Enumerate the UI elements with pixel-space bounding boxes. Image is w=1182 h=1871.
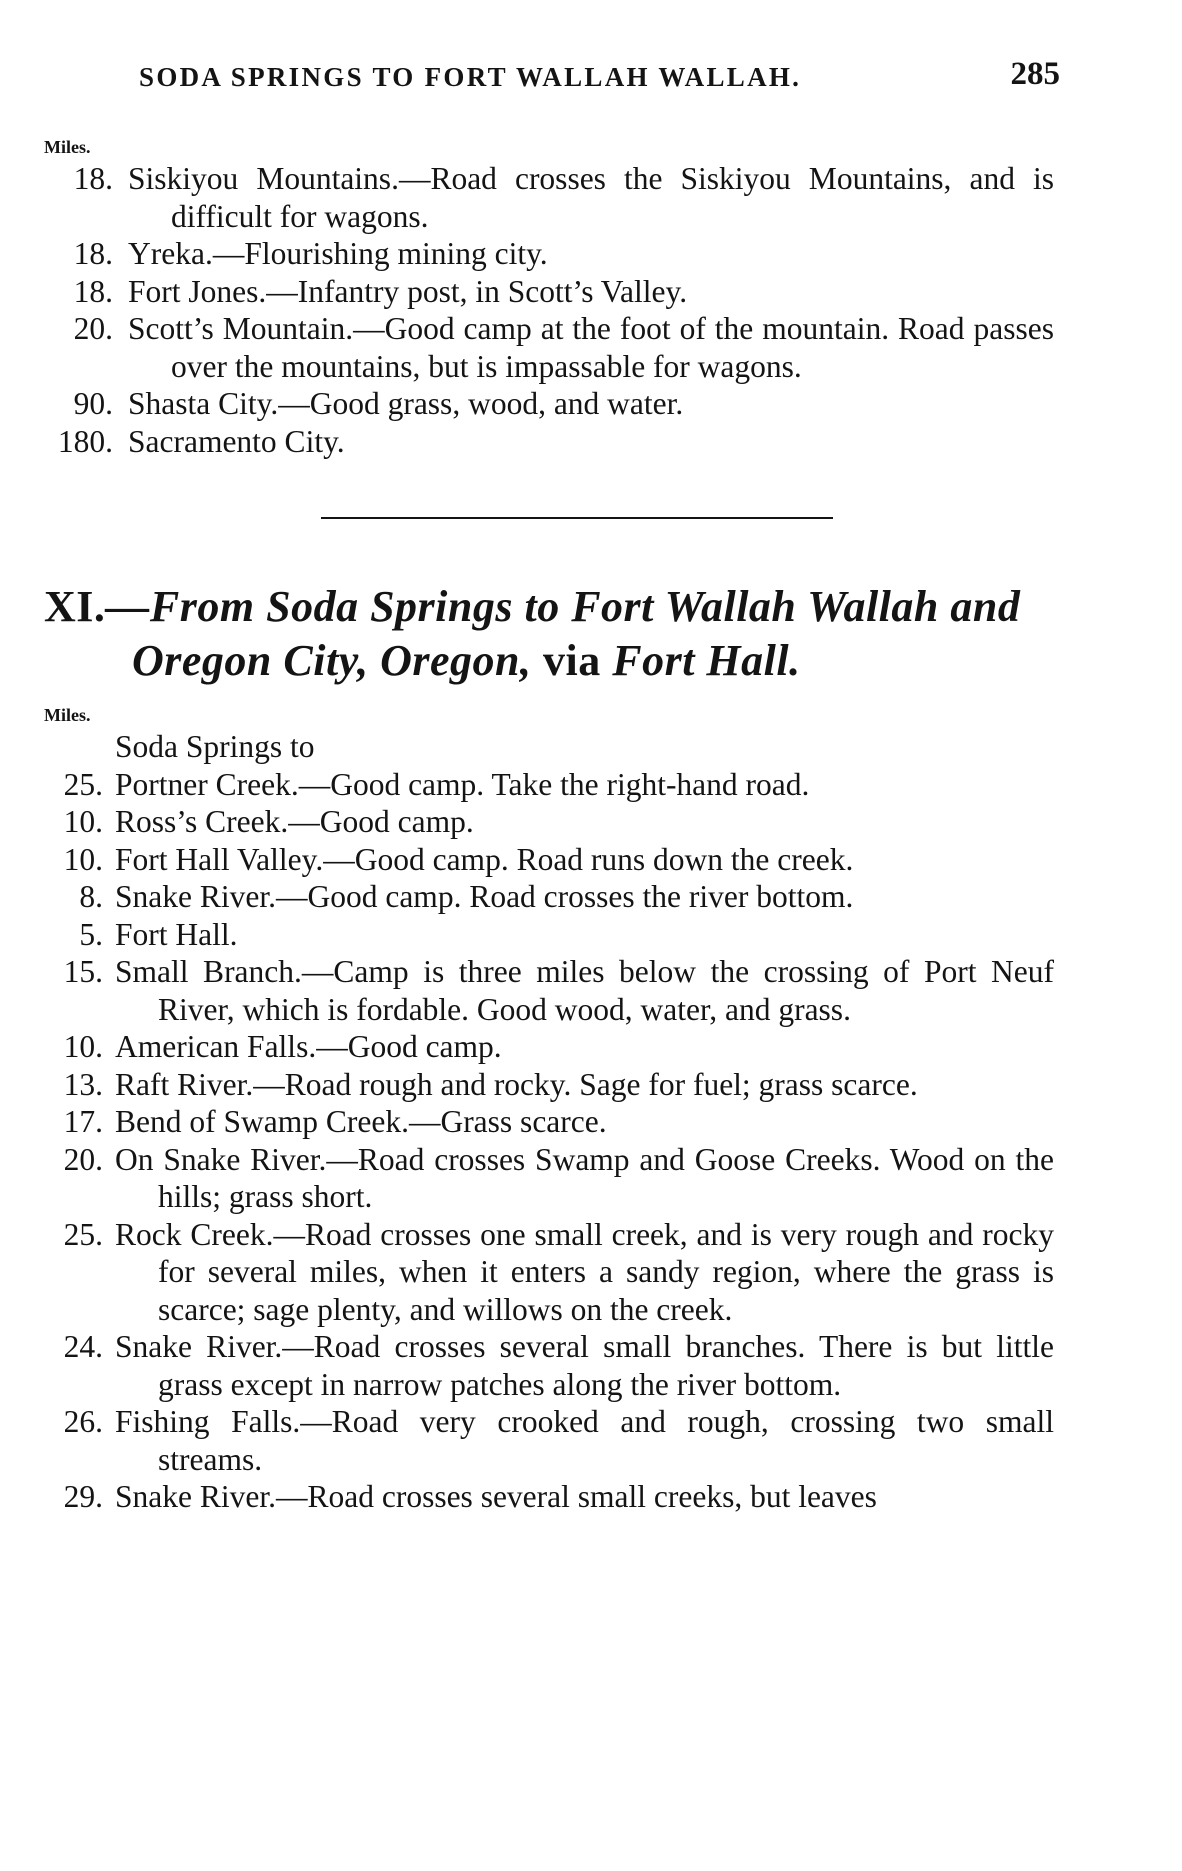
list-item <box>44 385 1054 423</box>
entry-text: Fort Jones.—Infantry post, in Scott’s Valley. <box>128 273 688 309</box>
entry-text: Fort Hall. <box>115 916 238 952</box>
list-item <box>44 803 1054 841</box>
list-item <box>44 1403 1054 1478</box>
list-item <box>44 273 1054 311</box>
entry-text: Snake River.—Road crosses several small creeks, but leaves <box>115 1479 877 1514</box>
entry-text: Fort Hall Valley.—Good camp. Road runs down the creek. <box>115 841 854 877</box>
section-title-via: via <box>543 636 601 685</box>
list-item <box>44 1478 1054 1516</box>
list-item <box>44 1216 1054 1329</box>
entry-miles: 20. <box>63 1141 103 1177</box>
entry-miles: 26. <box>63 1404 103 1439</box>
section-title-a: —From Soda Springs to Fort Wallah Wallah and Oregon City, Oregon, <box>105 582 1021 685</box>
entry-text: Snake River.—Road crosses several small branches. There is but little grass except in narrow patches along the river bottom. <box>115 1329 1054 1402</box>
list-item <box>44 310 1054 385</box>
entry-text: Portner Creek.—Good camp. Take the right-hand road. <box>115 766 810 802</box>
list-item <box>44 953 1054 1028</box>
entry-miles: 10. <box>63 841 103 877</box>
list-item <box>44 1103 1054 1141</box>
miles-column-label: Miles. <box>44 137 91 157</box>
list-item <box>44 1066 1054 1104</box>
entry-text: Bend of Swamp Creek.—Grass scarce. <box>115 1104 607 1139</box>
list-item <box>44 1028 1054 1066</box>
list-item <box>44 423 1054 461</box>
entry-text: On Snake River.—Road crosses Swamp and Goose Creeks. Wood on the hills; grass short. <box>115 1141 1054 1214</box>
entry-text: Shasta City.—Good grass, wood, and water. <box>128 386 684 421</box>
list-item <box>44 766 1054 804</box>
list-item <box>44 916 1054 954</box>
miles-column-label: Miles. <box>44 705 91 725</box>
section-heading <box>44 580 1054 688</box>
entry-miles: 18. <box>73 161 113 196</box>
entry-miles: 8. <box>79 879 103 914</box>
entry-miles: 180. <box>57 423 113 459</box>
entry-miles: 24. <box>63 1329 103 1364</box>
entry-text: Raft River.—Road rough and rocky. Sage for fuel; grass scarce. <box>115 1066 918 1102</box>
entry-text: Snake River.—Good camp. Road crosses the river bottom. <box>115 879 854 914</box>
entry-miles: 15. <box>63 954 103 989</box>
entry-miles: 29. <box>63 1479 103 1514</box>
route-start: Soda Springs to <box>115 729 315 764</box>
entry-text: Small Branch.—Camp is three miles below the crossing of Port Neuf River, which is fordable. Good wood, water, and grass. <box>115 954 1054 1027</box>
book-page <box>44 56 1060 1516</box>
running-head <box>44 56 1060 102</box>
entry-miles: 25. <box>63 1216 103 1252</box>
entry-miles: 20. <box>73 311 113 346</box>
page-number: 285 <box>1010 56 1060 92</box>
entry-miles: 5. <box>79 916 103 952</box>
list-item <box>44 841 1054 879</box>
section-title-b: Fort Hall. <box>600 636 801 685</box>
entry-text: American Falls.—Good camp. <box>115 1029 502 1064</box>
entry-miles: 25. <box>63 766 103 802</box>
entry-text: Siskiyou Mountains.—Road crosses the Siskiyou Mountains, and is difficult for wagons. <box>128 161 1054 234</box>
running-title: SODA SPRINGS TO FORT WALLAH WALLAH. <box>139 62 802 92</box>
section-number: XI. <box>44 582 106 631</box>
entry-miles: 17. <box>63 1104 103 1139</box>
list-item <box>44 878 1054 916</box>
entry-miles: 10. <box>63 1029 103 1064</box>
entry-text: Yreka.—Flourishing mining city. <box>128 236 548 271</box>
entry-text: Fishing Falls.—Road very crooked and rough, crossing two small streams. <box>115 1404 1054 1477</box>
entry-miles: 10. <box>63 804 103 839</box>
itinerary-list-bottom <box>44 766 1054 1516</box>
section-divider <box>321 517 833 519</box>
entry-text: Scott’s Mountain.—Good camp at the foot of the mountain. Road passes over the mountains, but is impassable for wagons. <box>128 311 1054 384</box>
list-item <box>44 1328 1054 1403</box>
list-item <box>44 1141 1054 1216</box>
itinerary-list-top <box>44 160 1054 460</box>
entry-miles: 90. <box>73 386 113 421</box>
entry-text: Ross’s Creek.—Good camp. <box>115 804 474 839</box>
entry-miles: 13. <box>63 1066 103 1102</box>
entry-text: Rock Creek.—Road crosses one small creek, and is very rough and rocky for several miles, when it enters a sandy region, where the grass is scarce; sage plenty, and willows on the creek. <box>115 1216 1054 1327</box>
entry-text: Sacramento City. <box>128 423 345 459</box>
entry-miles: 18. <box>73 273 113 309</box>
list-item <box>44 235 1054 273</box>
entry-miles: 18. <box>73 236 113 271</box>
list-item <box>44 160 1054 235</box>
